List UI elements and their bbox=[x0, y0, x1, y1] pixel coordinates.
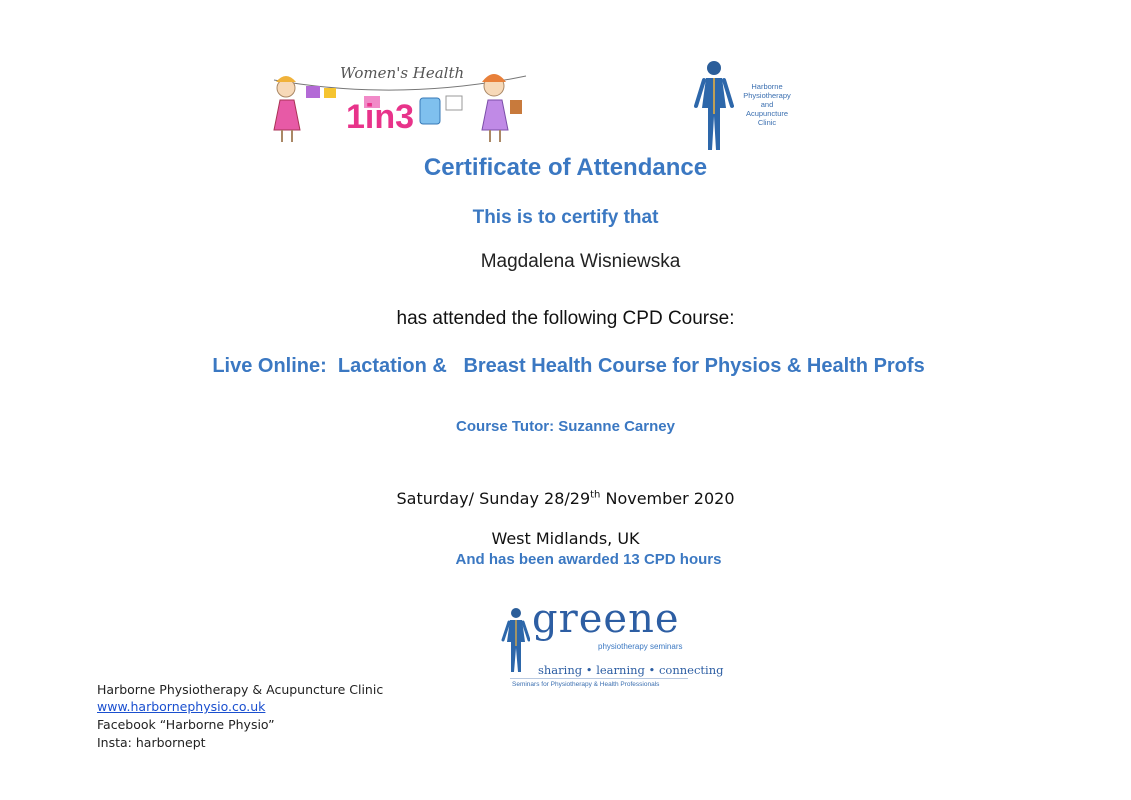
footer-instagram: Insta: harbornept bbox=[97, 735, 206, 750]
clinic-logo-line: and bbox=[760, 100, 774, 109]
greene-tagline: sharing • learning • connecting bbox=[538, 663, 724, 677]
clinic-logo-line: Acupuncture bbox=[745, 109, 789, 118]
date-prefix: Saturday/ Sunday 28/29 bbox=[396, 489, 591, 508]
harborne-clinic-logo bbox=[690, 58, 800, 154]
date-ordinal: th bbox=[590, 489, 601, 501]
anatomy-figure-icon bbox=[500, 606, 530, 676]
attendee-name: Magdalena Wisniewska bbox=[480, 251, 681, 272]
course-date bbox=[0, 489, 1131, 508]
clinic-logo-line: Harborne bbox=[751, 82, 783, 91]
footer-website-link[interactable]: www.harbornephysio.co.uk bbox=[97, 699, 266, 714]
clinic-logo-text bbox=[734, 82, 800, 127]
greene-wordmark: greene bbox=[532, 596, 680, 642]
anatomy-figure-icon bbox=[690, 58, 734, 154]
womens-health-logo bbox=[264, 50, 534, 150]
greene-strapline: Seminars for Physiotherapy & Health Professionals bbox=[512, 681, 660, 688]
course-name: Live Online: Lactation & Breast Health Course for Physios & Health Profs bbox=[212, 355, 925, 377]
greene-subtitle: physiotherapy seminars bbox=[598, 642, 683, 651]
course-location: West Midlands, UK bbox=[491, 529, 640, 548]
womens-health-script: Women's Health bbox=[340, 64, 465, 82]
clinic-logo-line: Physiotherapy bbox=[743, 91, 791, 100]
date-suffix: November 2020 bbox=[600, 489, 735, 508]
certify-line: This is to certify that bbox=[472, 207, 659, 228]
footer-facebook: Facebook “Harborne Physio” bbox=[97, 717, 275, 732]
greene-divider bbox=[510, 678, 688, 679]
cpd-hours-awarded: And has been awarded 13 CPD hours bbox=[455, 551, 722, 568]
footer-clinic-name: Harborne Physiotherapy & Acupuncture Clinic bbox=[97, 682, 384, 697]
certificate-title: Certificate of Attendance bbox=[423, 154, 708, 181]
attended-line: has attended the following CPD Course: bbox=[396, 308, 735, 329]
clinic-logo-line: Clinic bbox=[757, 118, 777, 127]
greene-seminars-logo bbox=[498, 596, 724, 694]
one-in-three-text: 1in3 bbox=[346, 98, 415, 136]
course-tutor: Course Tutor: Suzanne Carney bbox=[456, 418, 675, 435]
